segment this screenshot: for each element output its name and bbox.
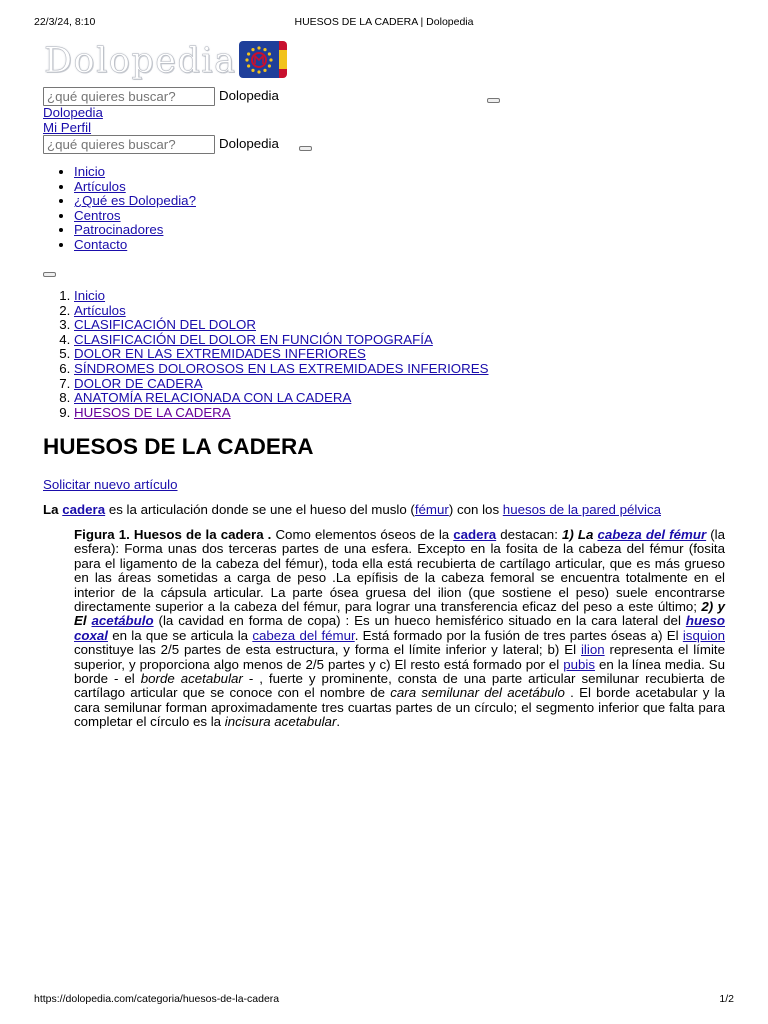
breadcrumb-link-dolor-cadera[interactable]: DOLOR DE CADERA [74,375,203,391]
breadcrumb-item [74,391,489,406]
caption-text: representa el límite superior, y proporciona algo menos de 2/5 partes y c) El resto está formado por el [74,642,725,672]
caption-text: . [336,714,341,730]
pubis-link[interactable]: pubis [563,656,596,672]
caption-text: - , fuerte y prominente, consta de una parte articular semilunar recubierta de cartílago articular que se conoce con el nombre de [74,671,725,701]
breadcrumb-link-anatomia[interactable]: ANATOMÍA RELACIONADA CON LA CADERA [74,390,352,406]
breadcrumb-item [74,304,489,319]
breadcrumb-item [74,347,489,362]
cadera-link[interactable]: cadera [453,527,497,542]
nav-item-que-es [74,194,196,209]
profile-link[interactable]: Mi Perfil [43,120,92,135]
logo-text: Dolopedia [44,41,237,81]
breadcrumb-link-current[interactable]: HUESOS DE LA CADERA [74,404,231,420]
nav-link-patrocinadores[interactable]: Patrocinadores [74,222,164,238]
femur-link[interactable]: fémur [414,502,449,517]
caption-text: . El borde acetabular y la cara semilunar forman aproximadamente tres cuartas partes de un círculo; el segmento inferior que falta para completar el círculo es la [74,685,725,730]
nav-item-centros [74,209,196,224]
caption-emphasis: 2) y El [74,599,725,629]
nav-item-articulos [74,180,196,195]
caption-term: borde acetabular [140,671,243,687]
breadcrumb-item [74,333,489,348]
nav-item-patrocinadores [74,223,196,238]
print-page-number: 1/2 [719,993,734,1005]
search-scope-label: Dolopedia [219,88,279,103]
home-link[interactable]: Dolopedia [43,105,103,120]
breadcrumb-link-sindromes[interactable]: SÍNDROMES DOLOROSOS EN LAS EXTREMIDADES INFERIORES [74,360,489,376]
eu-spain-flag-icon [239,41,287,78]
cabeza-femur-link[interactable]: cabeza del fémur [597,527,707,542]
breadcrumb [43,289,489,420]
nav-item-contacto [74,238,196,253]
nav-item-inicio [74,165,196,180]
search-submit-button-mobile[interactable] [299,146,312,151]
print-datetime: 22/3/24, 8:10 [34,16,96,28]
print-footer [34,993,734,1007]
breadcrumb-link-inicio[interactable]: Inicio [74,288,106,303]
print-header [34,16,734,30]
search-scope-label: Dolopedia [219,136,279,151]
nav-link-centros[interactable]: Centros [74,207,121,223]
breadcrumb-link-extremidades[interactable]: DOLOR EN LAS EXTREMIDADES INFERIORES [74,346,366,362]
intro-text: ) con los [448,502,503,517]
nav-link-inicio[interactable]: Inicio [74,164,106,179]
breadcrumb-item [74,377,489,392]
acetabulo-link[interactable]: acetábulo [91,613,154,629]
breadcrumb-item [74,318,489,333]
page-title: HUESOS DE LA CADERA [43,434,314,459]
nav-link-contacto[interactable]: Contacto [74,236,128,252]
search-bar-primary [43,87,743,109]
caption-term: cara semilunar del acetábulo [390,685,565,701]
caption-emphasis: 1) La [561,527,594,542]
caption-text: . Está formado por la fusión de tres partes óseas a) El [354,627,683,643]
figure-label: Figura 1. Huesos de la cadera . [74,527,272,542]
breadcrumb-link-clasificacion[interactable]: CLASIFICACIÓN DEL DOLOR [74,317,257,333]
isquion-link[interactable]: isquion [682,627,725,643]
search-input[interactable] [43,87,215,106]
caption-text: Como elementos óseos de la [271,527,454,542]
print-title: HUESOS DE LA CADERA | Dolopedia [294,16,474,28]
print-url: https://dolopedia.com/categoria/huesos-de-la-cadera [34,993,280,1005]
menu-toggle-button[interactable] [43,272,56,277]
breadcrumb-item [74,289,489,304]
search-bar-secondary [43,135,743,157]
site-logo[interactable] [43,40,293,80]
breadcrumb-item [74,406,489,421]
breadcrumb-link-articulos[interactable]: Artículos [74,302,126,318]
search-submit-button[interactable] [487,98,500,103]
caption-text: en la que se articula la [108,627,253,643]
caption-term: incisura acetabular [224,714,337,730]
intro-text: es la articulación donde se une el hueso del muslo ( [105,502,415,517]
caption-text: (la esfera): Forma unas dos terceras partes de una esfera. Excepto en la fosita de la cabeza del fémur (fosita para el ligamento de la cabeza del fémur), toda ella está recubierta de cartílago articular, que es más grueso en las áreas sometidas a carga de peso .La epífisis de la cabeza femoral se encuentra totalmente en el interior de la cápsula articular. La parte ósea gruesa del ilion (que sostiene el peso) suele encontrarse directamente superior a la cabeza del fémur, para lograr una transferencia eficaz del peso a este último; [74,527,725,615]
pared-pelvica-link[interactable]: huesos de la pared pélvica [502,502,661,517]
main-nav [43,165,196,253]
caption-text: (la cavidad en forma de copa) : Es un hueco hemisférico situado en la cara lateral del [153,613,686,629]
nav-link-articulos[interactable]: Artículos [74,178,126,194]
caption-text: destacan: [496,527,562,542]
hueso-coxal-link[interactable]: hueso coxal [74,613,725,643]
breadcrumb-link-topografia[interactable]: CLASIFICACIÓN DEL DOLOR EN FUNCIÓN TOPOGRAFÍA [74,331,433,347]
article-intro [43,502,733,517]
caption-text: en la línea media. Su borde - el [74,656,725,687]
cadera-link[interactable]: cadera [62,502,106,517]
request-article-link[interactable]: Solicitar nuevo artículo [43,477,178,492]
intro-text: La [43,502,59,517]
caption-text: constituye las 2/5 partes de esta estructura, y forma el límite inferior y lateral; b) El [74,642,581,658]
nav-link-que-es[interactable]: ¿Qué es Dolopedia? [74,193,196,209]
search-input-mobile[interactable] [43,135,215,154]
cabeza-femur-link[interactable]: cabeza del fémur [252,627,355,643]
breadcrumb-item [74,362,489,377]
ilion-link[interactable]: ilion [580,642,605,658]
figure-caption [74,528,725,730]
